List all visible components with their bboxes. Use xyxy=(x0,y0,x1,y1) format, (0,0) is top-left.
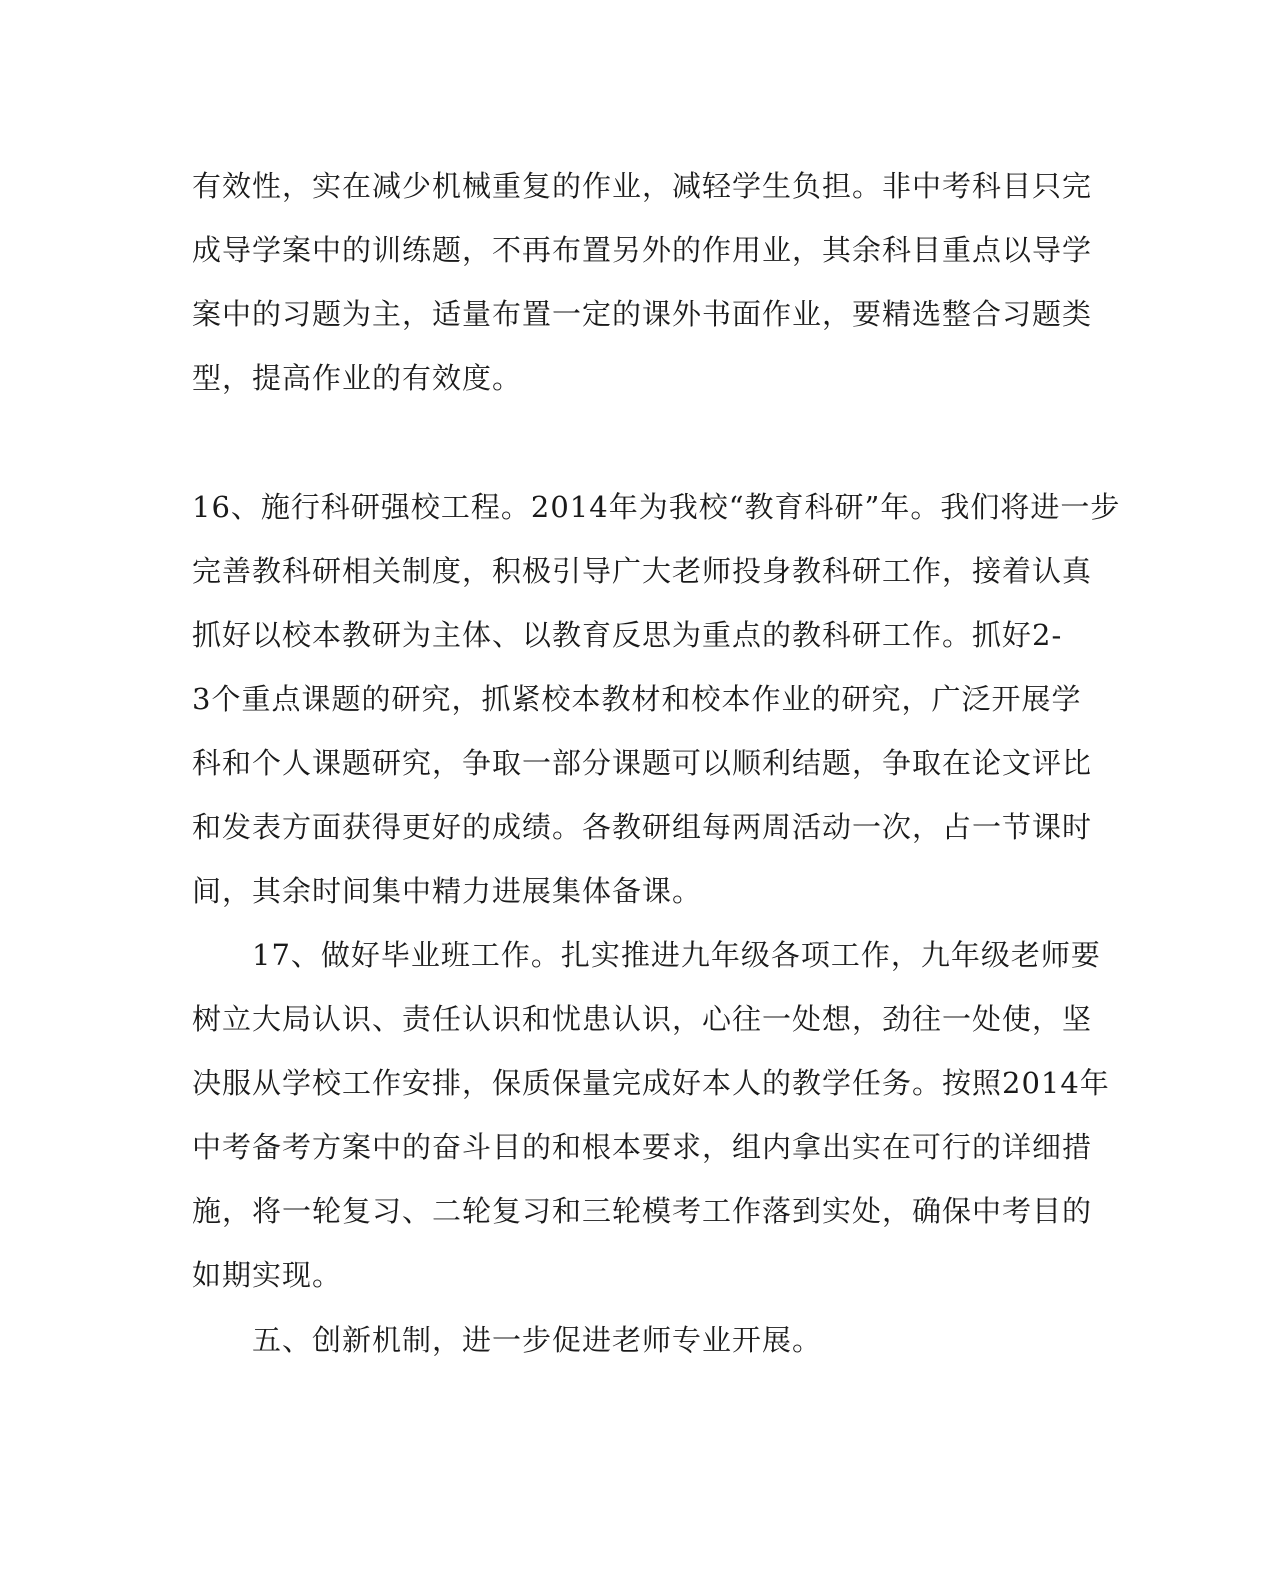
text-line: 型，提高作业的有效度。 xyxy=(192,361,523,395)
text-line: 和发表方面获得更好的成绩。各教研组每两周活动一次，占一节课时 xyxy=(192,810,1093,844)
text-line: 抓好以校本教研为主体、以教育反思为重点的教科研工作。抓好2- xyxy=(192,618,1063,652)
text-line: 施，将一轮复习、二轮复习和三轮模考工作落到实处，确保中考目的 xyxy=(192,1194,1093,1228)
text-line: 如期实现。 xyxy=(192,1258,343,1292)
text-line: 科和个人课题研究，争取一部分课题可以顺利结题，争取在论文评比 xyxy=(192,746,1093,780)
text-line: 树立大局认识、责任认识和忧患认识，心往一处想，劲往一处使，坚 xyxy=(192,1002,1093,1036)
text-line: 17、做好毕业班工作。扎实推进九年级各项工作，九年级老师要 xyxy=(192,938,1101,972)
text-line: 3个重点课题的研究，抓紧校本教材和校本作业的研究，广泛开展学 xyxy=(192,682,1082,716)
section-heading: 五、创新机制，进一步促进老师专业开展。 xyxy=(192,1323,823,1357)
text-line: 完善教科研相关制度，积极引导广大老师投身教科研工作，接着认真 xyxy=(192,554,1093,588)
text-line: 有效性，实在减少机械重复的作业，减轻学生负担。非中考科目只完 xyxy=(192,169,1093,203)
text-line: 案中的习题为主，适量布置一定的课外书面作业，要精选整合习题类 xyxy=(192,297,1093,331)
text-line: 16、施行科研强校工程。2014年为我校“教育科研”年。我们将进一步 xyxy=(192,490,1121,524)
text-line: 成导学案中的训练题，不再布置另外的作用业，其余科目重点以导学 xyxy=(192,233,1093,267)
text-line: 间，其余时间集中精力进展集体备课。 xyxy=(192,874,703,908)
text-line: 决服从学校工作安排，保质保量完成好本人的教学任务。按照2014年 xyxy=(192,1066,1110,1100)
text-line: 中考备考方案中的奋斗目的和根本要求，组内拿出实在可行的详细措 xyxy=(192,1130,1093,1164)
